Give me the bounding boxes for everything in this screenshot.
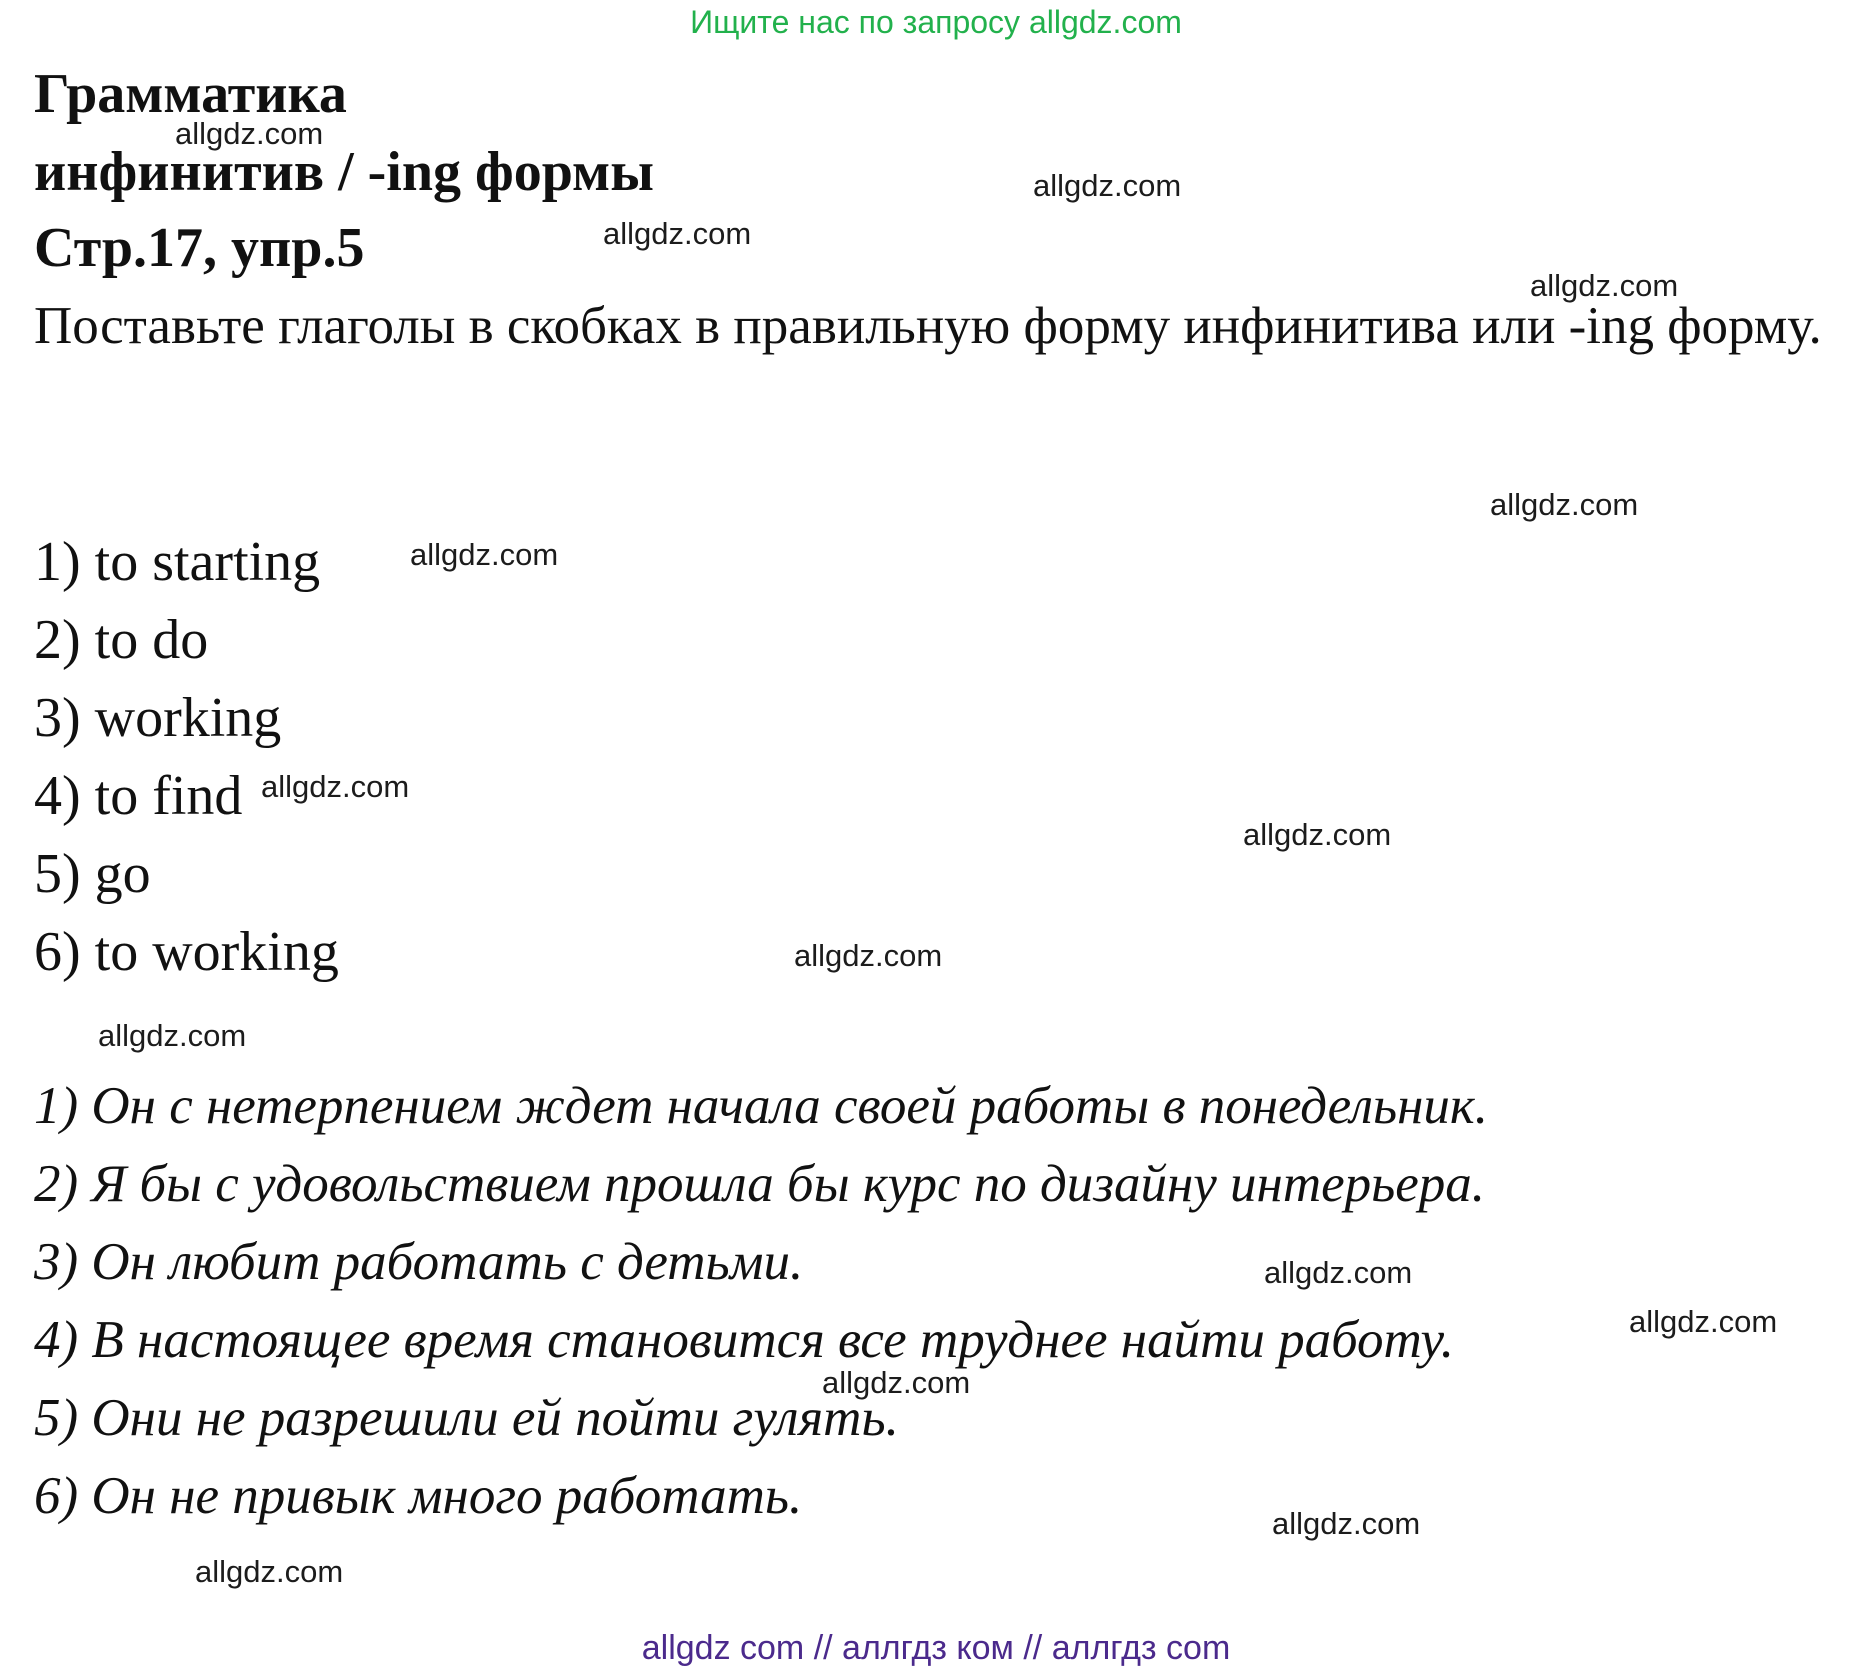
- exercise-reference: Стр.17, упр.5: [34, 217, 365, 279]
- translation-item: 3) Он любит работать с детьми.: [34, 1233, 804, 1291]
- watermark: allgdz.com: [1243, 817, 1392, 852]
- answer-item: 1) to starting: [34, 531, 321, 593]
- watermark: allgdz.com: [822, 1365, 971, 1400]
- footer-links: allgdz com // аллгдз ком // аллгдз com: [641, 1629, 1231, 1667]
- answer-item: 3) working: [34, 687, 282, 749]
- watermark: allgdz.com: [195, 1554, 344, 1589]
- answer-list: [34, 523, 339, 991]
- watermark: allgdz.com: [603, 216, 752, 251]
- watermark: allgdz.com: [410, 537, 559, 572]
- watermark: allgdz.com: [1530, 268, 1679, 303]
- translation-item: 6) Он не привык много работать.: [34, 1467, 803, 1525]
- page-subtitle: инфинитив / -ing формы: [34, 141, 654, 203]
- answer-item: 5) go: [34, 843, 151, 905]
- watermark: allgdz.com: [794, 938, 943, 973]
- page-title: Грамматика: [34, 63, 347, 125]
- translation-item: 5) Они не разрешили ей пойти гулять.: [34, 1389, 899, 1447]
- translation-item: 4) В настоящее время становится все труднее найти работу.: [34, 1311, 1454, 1369]
- answer-item: 4) to find: [34, 765, 243, 827]
- watermark: allgdz.com: [1033, 168, 1182, 203]
- watermark: allgdz.com: [1629, 1304, 1778, 1339]
- watermark: allgdz.com: [1272, 1506, 1421, 1541]
- watermark: allgdz.com: [1264, 1255, 1413, 1290]
- translation-item: 1) Он с нетерпением ждет начала своей работы в понедельник.: [34, 1077, 1488, 1135]
- watermark: allgdz.com: [98, 1018, 247, 1053]
- translation-list: [34, 1067, 1488, 1535]
- answer-item: 6) to working: [34, 921, 339, 983]
- answer-item: 2) to do: [34, 609, 209, 671]
- watermark: allgdz.com: [175, 116, 324, 151]
- translation-item: 2) Я бы с удовольствием прошла бы курс по дизайну интерьера.: [34, 1155, 1486, 1213]
- watermark: allgdz.com: [261, 769, 410, 804]
- watermark: allgdz.com: [1490, 487, 1639, 522]
- task-instruction: Поставьте глаголы в скобках в правильную форму инфинитива или -ing форму.: [34, 297, 1822, 355]
- top-banner: Ищите нас по запросу allgdz.com: [690, 4, 1182, 40]
